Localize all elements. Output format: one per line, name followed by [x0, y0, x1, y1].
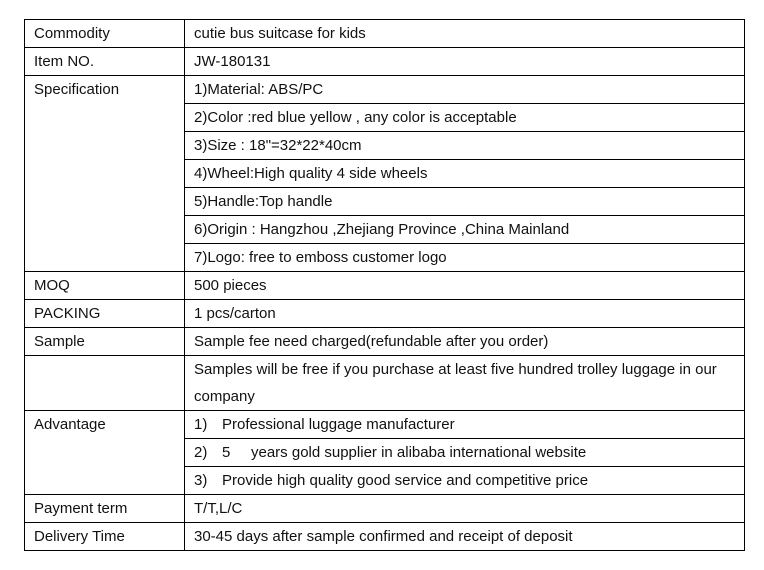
advantage-item-1-text: Professional luggage manufacturer [222, 416, 455, 433]
advantage-item-3-text: Provide high quality good service and competitive price [222, 472, 589, 489]
spec-item-wheel: 4)Wheel:High quality 4 side wheels [185, 160, 745, 188]
table-row-packing [25, 300, 745, 328]
item-no-value: JW-180131 [185, 48, 745, 76]
table-row-delivery-time [25, 523, 745, 551]
advantage-item-2-number: 2) [194, 444, 208, 461]
advantage-item-1-number: 1) [194, 416, 208, 433]
commodity-value: cutie bus suitcase for kids [185, 20, 745, 48]
spec-item-material: 1)Material: ABS/PC [185, 76, 745, 104]
table-row-specification [25, 76, 745, 104]
spec-item-origin: 6)Origin : Hangzhou ,Zhejiang Province ,China Mainland [185, 216, 745, 244]
spec-item-logo: 7)Logo: free to emboss customer logo [185, 244, 745, 272]
spec-item-size: 3)Size : 18"=32*22*40cm [185, 132, 745, 160]
sample-note: Samples will be free if you purchase at least five hundred trolley luggage in our company [185, 356, 745, 411]
table-row-commodity [25, 20, 745, 48]
sample-value: Sample fee need charged(refundable after you order) [185, 328, 745, 356]
item-no-label: Item NO. [25, 48, 185, 76]
table-row-sample-note [25, 356, 745, 411]
advantage-item-2-years: 5 [222, 444, 231, 461]
advantage-item-3 [185, 467, 745, 495]
table-row-sample [25, 328, 745, 356]
payment-term-label: Payment term [25, 495, 185, 523]
advantage-item-1 [185, 411, 745, 439]
spec-item-color: 2)Color :red blue yellow , any color is acceptable [185, 104, 745, 132]
specification-label: Specification [25, 76, 185, 272]
moq-value: 500 pieces [185, 272, 745, 300]
delivery-time-value: 30-45 days after sample confirmed and receipt of deposit [185, 523, 745, 551]
sample-label: Sample [25, 328, 185, 356]
spec-item-handle: 5)Handle:Top handle [185, 188, 745, 216]
advantage-item-2 [185, 439, 745, 467]
table-row-payment-term [25, 495, 745, 523]
advantage-label: Advantage [25, 411, 185, 495]
advantage-item-2-text: years gold supplier in alibaba international website [251, 444, 587, 461]
packing-label: PACKING [25, 300, 185, 328]
sample-note-empty-cell [25, 356, 185, 411]
advantage-item-3-number: 3) [194, 472, 208, 489]
table-row-item-no [25, 48, 745, 76]
packing-value: 1 pcs/carton [185, 300, 745, 328]
moq-label: MOQ [25, 272, 185, 300]
delivery-time-label: Delivery Time [25, 523, 185, 551]
commodity-label: Commodity [25, 20, 185, 48]
table-row-advantage [25, 411, 745, 439]
payment-term-value: T/T,L/C [185, 495, 745, 523]
table-row-moq [25, 272, 745, 300]
product-spec-table [24, 19, 745, 551]
